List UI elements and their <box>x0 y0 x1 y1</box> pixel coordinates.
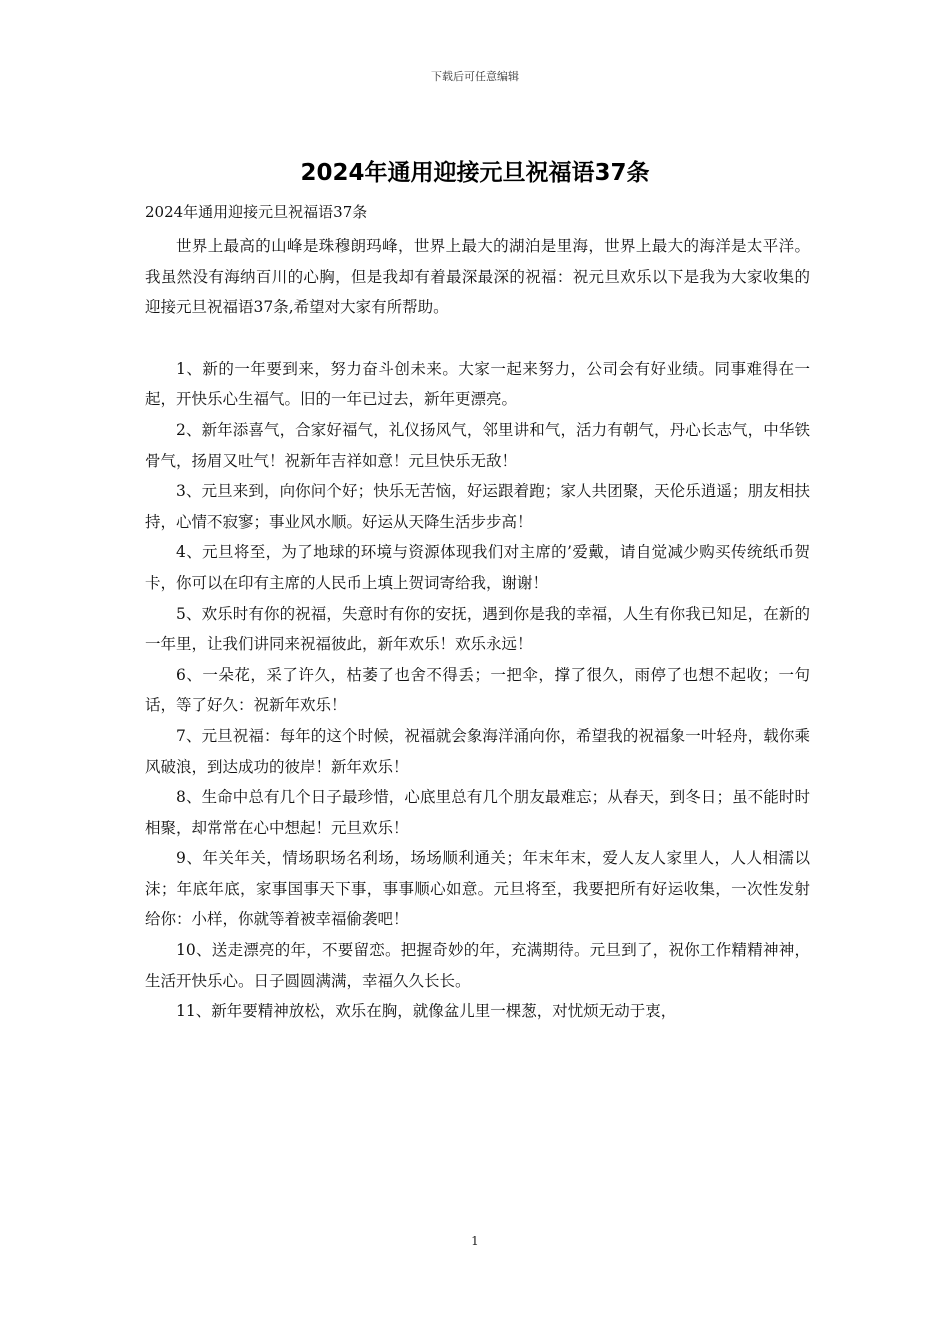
blessing-item-4: 4、元旦将至，为了地球的环境与资源体现我们对主席的’爱戴，请自觉减少购买传统纸币贺卡，你可以在印有主席的人民币上填上贺词寄给我，谢谢！ <box>145 543 810 592</box>
blessing-item-10: 10、送走漂亮的年，不要留恋。把握奇妙的年，充满期待。元旦到了，祝你工作精精神神，生活开快乐心。日子圆圆满满，幸福久久长长。 <box>145 941 810 990</box>
blessing-item-8: 8、生命中总有几个日子最珍惜，心底里总有几个朋友最难忘；从春天，到冬日；虽不能时时相聚，却常常在心中想起！元旦欢乐！ <box>145 788 810 837</box>
blessing-item-2: 2、新年添喜气，合家好福气，礼仪扬风气，邻里讲和气，活力有朝气，丹心长志气，中华铁骨气，扬眉又吐气！祝新年吉祥如意！元旦快乐无敌！ <box>145 420 810 470</box>
blessing-item-5: 5、欢乐时有你的祝福，失意时有你的安抚，遇到你是我的幸福，人生有你我已知足，在新的一年里，让我们讲同来祝福彼此，新年欢乐！欢乐永远！ <box>145 604 810 654</box>
blessing-item-6: 6、一朵花，采了许久，枯萎了也舍不得丢；一把伞，撑了很久，雨停了也想不起收；一句话，等了好久：祝新年欢乐！ <box>145 665 810 715</box>
page-number: 1 <box>471 1234 479 1248</box>
document-title: 2024年通用迎接元旦祝福语37条 <box>300 160 650 186</box>
blessing-item-1: 1、新的一年要到来，努力奋斗创未来。大家一起来努力，公司会有好业绩。同事难得在一起，开快乐心生福气。旧的一年已过去，新年更漂亮。 <box>145 359 810 409</box>
document-body <box>145 231 810 1027</box>
document-subtitle: 2024年通用迎接元旦祝福语37条 <box>145 203 368 221</box>
intro-paragraph: 世界上最高的山峰是珠穆朗玛峰，世界上最大的湖泊是里海，世界上最大的海洋是太平洋。我虽然没有海纳百川的心胸，但是我却有着最深最深的祝福：祝元旦欢乐以下是我为大家收集的迎接元旦祝福语37条,希望对大家有所帮助。 <box>145 237 810 317</box>
blessing-item-3: 3、元旦来到，向你问个好；快乐无苦恼，好运跟着跑；家人共团聚，天伦乐逍遥；朋友相扶持，心情不寂寥；事业风水顺。好运从天降生活步步高！ <box>145 482 810 531</box>
blessing-item-7: 7、元旦祝福：每年的这个时候，祝福就会象海洋涌向你，希望我的祝福象一叶轻舟，载你乘风破浪，到达成功的彼岸！新年欢乐！ <box>145 726 810 776</box>
header-note: 下载后可任意编辑 <box>431 70 519 83</box>
blessing-item-9: 9、年关年关，情场职场名利场，场场顺利通关；年末年末，爱人友人家里人，人人相濡以沫；年底年底，家事国事天下事，事事顺心如意。元旦将至，我要把所有好运收集，一次性发射给你：小样，你就等着被幸福偷袭吧！ <box>145 849 810 929</box>
blessing-item-11: 11、新年要精神放松，欢乐在胸，就像盆儿里一棵葱，对忧烦无动于衷， <box>176 1002 677 1021</box>
